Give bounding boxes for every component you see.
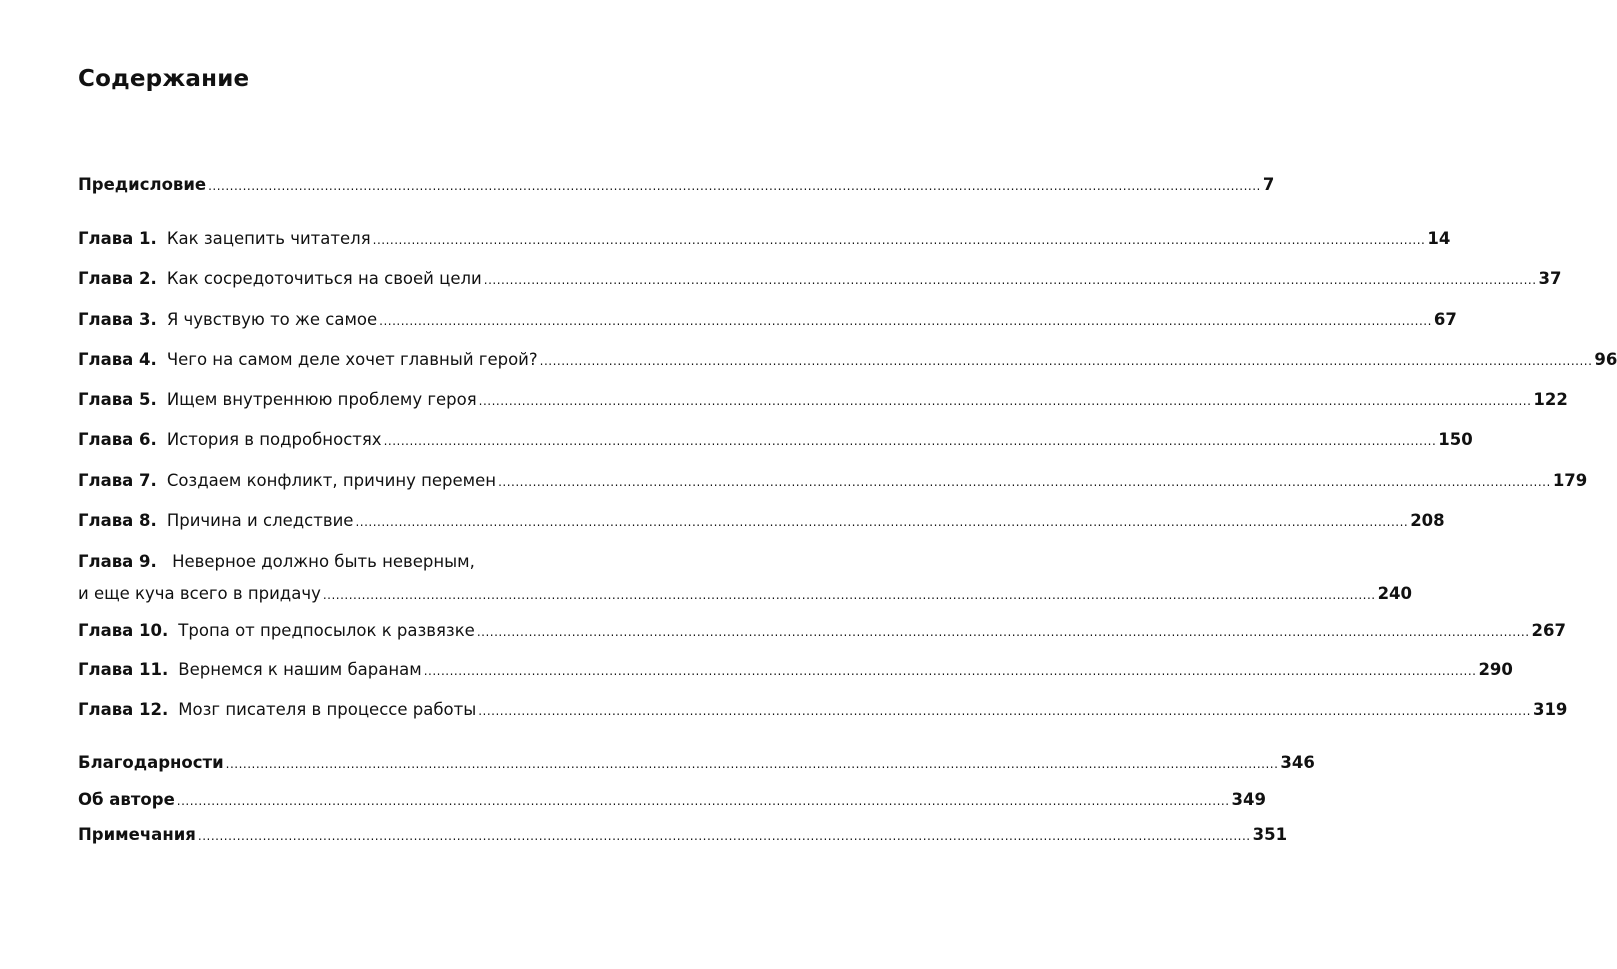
chapter-title-line-1 (78, 551, 606, 573)
page-number: 179 (1552, 471, 1588, 490)
chapter-title: Я чувствую то же самое (166, 310, 378, 329)
toc-entry-chapter-5[interactable] (78, 389, 1568, 411)
chapter-title: Неверное должно быть неверным, (172, 552, 475, 571)
leader-dots (208, 175, 1261, 197)
chapter-title: Ищем внутреннюю проблему героя (166, 390, 477, 409)
chapter-label: Глава 6. (78, 430, 157, 449)
leader-dots (177, 790, 1230, 812)
chapter-label: Глава 11. (78, 660, 169, 679)
leader-dots (477, 621, 1530, 643)
chapter-title-continued: и еще куча всего в придачу (78, 584, 321, 603)
toc-entry-chapter-2[interactable] (78, 268, 1562, 290)
leader-dots (498, 471, 1551, 493)
leader-dots (355, 511, 1408, 533)
leader-dots (540, 350, 1593, 372)
toc-entry-chapter-4[interactable] (78, 349, 1617, 371)
toc-entry-preface[interactable] (78, 174, 1275, 196)
chapter-title: Чего на самом деле хочет главный герой? (166, 350, 538, 369)
chapter-title: Причина и следствие (166, 511, 354, 530)
page-number: 351 (1252, 825, 1288, 844)
chapter-title: Мозг писателя в процессе работы (178, 700, 477, 719)
chapter-title: Как сосредоточиться на своей цели (166, 269, 482, 288)
toc-entry-chapter-6[interactable] (78, 429, 1473, 451)
entry-label: Примечания (78, 825, 196, 844)
toc-entry-acknowledgments[interactable] (78, 752, 1315, 774)
page-number: 208 (1410, 511, 1445, 530)
chapter-label: Глава 4. (78, 350, 157, 369)
toc-entry-about-author[interactable] (78, 789, 1266, 811)
chapter-label: Глава 1. (78, 229, 157, 248)
leader-dots (384, 430, 1437, 452)
entry-label: Благодарности (78, 753, 224, 772)
chapter-title: Вернемся к нашим баранам (178, 660, 422, 679)
chapter-label: Глава 7. (78, 471, 157, 490)
chapter-label: Глава 3. (78, 310, 157, 329)
leader-dots (424, 660, 1477, 682)
toc-entry-notes[interactable] (78, 824, 1288, 846)
toc-entry-chapter-12[interactable] (78, 699, 1568, 721)
leader-dots (226, 753, 1279, 775)
leader-dots (198, 825, 1251, 847)
chapter-title: Тропа от предпосылок к развязке (178, 621, 475, 640)
page-number: 14 (1427, 229, 1451, 248)
chapter-title: Как зацепить читателя (166, 229, 371, 248)
page-number: 349 (1231, 790, 1266, 809)
page-number: 240 (1377, 584, 1413, 603)
page-number: 346 (1280, 753, 1315, 772)
leader-dots (373, 229, 1426, 251)
chapter-title: История в подробностях (166, 430, 382, 449)
toc-entry-chapter-3[interactable] (78, 309, 1457, 331)
leader-dots (323, 584, 1376, 606)
toc-entry-chapter-11[interactable] (78, 659, 1513, 681)
page-number: 7 (1262, 175, 1275, 194)
leader-dots (478, 700, 1531, 722)
page-number: 67 (1433, 310, 1457, 329)
chapter-label: Глава 9. (78, 552, 157, 571)
toc-entry-chapter-9[interactable] (78, 551, 1413, 606)
chapter-label: Глава 2. (78, 269, 157, 288)
chapter-label: Глава 12. (78, 700, 169, 719)
leader-dots (484, 269, 1537, 291)
toc-entry-chapter-1[interactable] (78, 228, 1451, 250)
toc-entry-chapter-10[interactable] (78, 620, 1566, 642)
entry-label: Предисловие (78, 175, 207, 194)
page-number: 319 (1532, 700, 1568, 719)
toc-entry-chapter-7[interactable] (78, 470, 1588, 492)
toc-entry-chapter-8[interactable] (78, 510, 1445, 532)
page-number: 96 (1594, 350, 1617, 369)
chapter-label: Глава 5. (78, 390, 157, 409)
entry-label: Об авторе (78, 790, 175, 809)
page-title: Содержание (78, 66, 250, 92)
chapter-title: Создаем конфликт, причину перемен (166, 471, 497, 490)
page-number: 150 (1438, 430, 1473, 449)
page-number: 37 (1538, 269, 1562, 288)
page-number: 290 (1478, 660, 1513, 679)
chapter-title-line-2 (78, 583, 1413, 606)
chapter-label: Глава 8. (78, 511, 157, 530)
leader-dots (479, 390, 1532, 412)
page-number: 122 (1533, 390, 1568, 409)
leader-dots (379, 310, 1432, 332)
page-number: 267 (1531, 621, 1566, 640)
chapter-label: Глава 10. (78, 621, 169, 640)
